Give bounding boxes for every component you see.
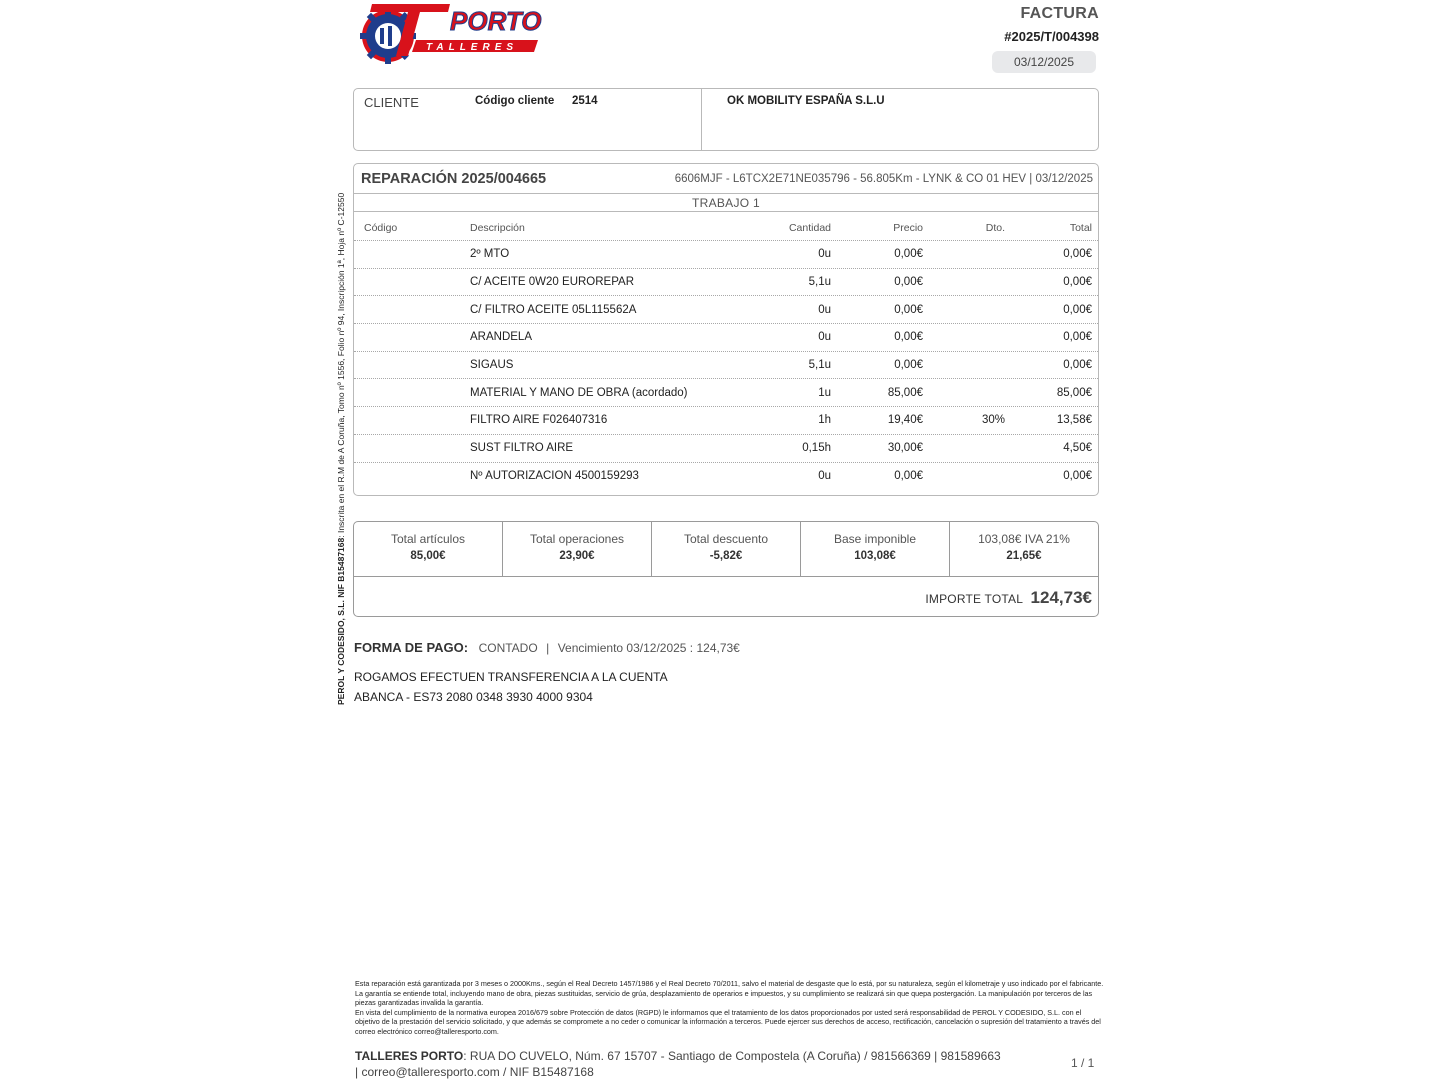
total-operations-value: 23,90€ bbox=[559, 550, 595, 562]
cell-quantity: 0u bbox=[818, 470, 831, 483]
grand-total bbox=[925, 588, 1092, 608]
cell-price: 30,00€ bbox=[887, 442, 923, 455]
table-row bbox=[354, 241, 1098, 269]
cell-price: 0,00€ bbox=[894, 470, 923, 483]
cell-quantity: 1h bbox=[818, 414, 831, 427]
cell-description: 2º MTO bbox=[470, 248, 510, 261]
table-row bbox=[354, 296, 1098, 324]
cell-total: 0,00€ bbox=[1063, 303, 1092, 316]
grand-total-label: IMPORTE TOTAL bbox=[925, 592, 1024, 606]
payment-line bbox=[354, 639, 740, 657]
invoice-date: 03/12/2025 bbox=[992, 51, 1096, 73]
total-operations bbox=[503, 522, 652, 576]
vat-value: 21,65€ bbox=[1006, 550, 1042, 562]
taxable-base-value: 103,08€ bbox=[854, 550, 896, 562]
grand-total-value: 124,73€ bbox=[1030, 588, 1092, 607]
cell-description: SIGAUS bbox=[470, 359, 514, 372]
cell-quantity: 0,15h bbox=[802, 442, 831, 455]
company-logo bbox=[358, 0, 543, 66]
cell-description: C/ FILTRO ACEITE 05L115562A bbox=[470, 303, 637, 316]
table-row bbox=[354, 379, 1098, 407]
total-articles-value: 85,00€ bbox=[410, 550, 446, 562]
table-row bbox=[354, 269, 1098, 297]
total-articles bbox=[354, 522, 503, 576]
cell-total: 0,00€ bbox=[1063, 331, 1092, 344]
payment-label: FORMA DE PAGO: bbox=[354, 640, 469, 655]
column-header-code: Código bbox=[364, 222, 398, 234]
privacy-text: En vista del cumplimiento de la normativa europea 2016/679 sobre Protección de datos (RGPD) le informamos que el tratamiento de los datos proporcionados por usted será responsabilidad de PEROL Y CODESIDO, S.L. con el objetivo de la prestación del servicio solicitado, y que además se compromete a no ceder o comunicar la información a terceros. Puede ejercer sus derechos de acceso, rectificación, cancelación o supresión del tratamiento a través del correo electrónico correo@talleresporto.com. bbox=[355, 1007, 1101, 1036]
vehicle-info: 6606MJF - L6TCX2E71NE035796 - 56.805Km - LYNK & CO 01 HEV | 03/12/2025 bbox=[674, 173, 1093, 185]
vat-amount bbox=[950, 522, 1098, 576]
table-row bbox=[354, 463, 1098, 491]
transfer-instruction: ROGAMOS EFECTUEN TRANSFERENCIA A LA CUENTA bbox=[354, 670, 668, 684]
footer-address: : RUA DO CUVELO, Núm. 67 15707 - Santiago de Compostela (A Coruña) / 981566369 | 981589663 bbox=[463, 1049, 1001, 1063]
table-row bbox=[354, 324, 1098, 352]
column-header-discount: Dto. bbox=[985, 222, 1005, 234]
table-row bbox=[354, 352, 1098, 380]
page-number: 1 / 1 bbox=[1071, 1056, 1095, 1070]
cell-description: FILTRO AIRE F026407316 bbox=[470, 414, 608, 427]
document-type: FACTURA bbox=[1020, 5, 1099, 22]
cell-price: 85,00€ bbox=[887, 386, 923, 399]
cell-total: 0,00€ bbox=[1063, 248, 1092, 261]
client-name: OK MOBILITY ESPAÑA S.L.U bbox=[727, 95, 885, 107]
cell-description: MATERIAL Y MANO DE OBRA (acordado) bbox=[470, 386, 688, 399]
cell-total: 4,50€ bbox=[1063, 442, 1092, 455]
total-articles-label: Total artículos bbox=[390, 532, 466, 546]
cell-total: 13,58€ bbox=[1056, 414, 1092, 427]
column-header-quantity: Cantidad bbox=[788, 222, 831, 234]
cell-description: ARANDELA bbox=[470, 331, 532, 344]
items-table bbox=[354, 216, 1098, 490]
payment-method: CONTADO bbox=[478, 641, 538, 655]
footer-contact: | correo@talleresporto.com / NIF B15487168 bbox=[355, 1065, 594, 1079]
cell-total: 0,00€ bbox=[1063, 359, 1092, 372]
column-header-total: Total bbox=[1069, 222, 1092, 234]
warranty-text: Esta reparación está garantizada por 3 meses o 2000Kms., según el Real Decreto 1457/1986 y el Real Decreto 70/2011, salvo el material de desgaste que lo está, por su naturaleza, según el kilometraje y uso indicado por el fabricante. La garantía se entiende total, incluyendo mano de obra, piezas sustituidas, servicio de grúa, desplazamiento de operarios e impuestos, y su cumplimiento se realizará sin que quepa postergación. La manipulación por terceros de las piezas garantizadas invalida la garantía. bbox=[355, 979, 1104, 1008]
logo-word: PORTO bbox=[450, 6, 542, 36]
total-discount bbox=[652, 522, 801, 576]
total-discount-value: -5,82€ bbox=[709, 550, 743, 562]
table-row bbox=[354, 435, 1098, 463]
table-row bbox=[354, 407, 1098, 435]
cell-price: 0,00€ bbox=[894, 331, 923, 344]
cell-price: 19,40€ bbox=[887, 414, 923, 427]
cell-price: 0,00€ bbox=[894, 248, 923, 261]
totals-box bbox=[353, 521, 1099, 617]
taxable-base-label: Base imponible bbox=[833, 532, 917, 546]
cell-total: 0,00€ bbox=[1063, 276, 1092, 289]
totals-summary bbox=[354, 522, 1098, 577]
taxable-base bbox=[801, 522, 950, 576]
bank-account: ABANCA - ES73 2080 0348 3930 4000 9304 bbox=[354, 690, 593, 704]
company-legal-name: PEROL Y CODESIDO, S.L. NIF B15487168 bbox=[336, 537, 346, 705]
cell-price: 0,00€ bbox=[894, 359, 923, 372]
payment-separator: | bbox=[546, 641, 550, 655]
vat-label: 103,08€ IVA 21% bbox=[978, 532, 1070, 546]
cell-quantity: 5,1u bbox=[808, 359, 831, 372]
cell-total: 0,00€ bbox=[1063, 470, 1092, 483]
table-header bbox=[354, 216, 1098, 241]
client-divider bbox=[701, 89, 702, 150]
invoice-number: #2025/T/004398 bbox=[1004, 29, 1099, 44]
footer-company: TALLERES PORTO bbox=[355, 1049, 464, 1063]
cell-price: 0,00€ bbox=[894, 276, 923, 289]
total-operations-label: Total operaciones bbox=[529, 532, 625, 546]
repair-title: REPARACIÓN 2025/004665 bbox=[361, 171, 547, 187]
cell-description: SUST FILTRO AIRE bbox=[470, 442, 574, 455]
company-registry-note bbox=[336, 193, 346, 705]
repair-box bbox=[353, 163, 1099, 496]
cell-description: Nº AUTORIZACION 4500159293 bbox=[470, 470, 639, 483]
registry-details: : Inscrita en el R.M de A Coruña, Tomo nº 1556, Folio nº 94, Inscripción 1ª, Hoja nº C-12550 bbox=[336, 192, 346, 538]
cell-quantity: 1u bbox=[818, 386, 831, 399]
cell-discount: 30% bbox=[981, 414, 1005, 427]
cell-quantity: 0u bbox=[818, 303, 831, 316]
client-code-label: Código cliente bbox=[475, 95, 555, 107]
client-box bbox=[353, 88, 1099, 151]
cell-total: 85,00€ bbox=[1056, 386, 1092, 399]
work-title: TRABAJO 1 bbox=[354, 193, 1098, 212]
cell-quantity: 0u bbox=[818, 248, 831, 261]
legal-notice bbox=[355, 979, 1105, 1037]
column-header-price: Precio bbox=[893, 222, 923, 234]
client-code-value: 2514 bbox=[572, 95, 598, 107]
cell-quantity: 0u bbox=[818, 331, 831, 344]
cell-quantity: 5,1u bbox=[808, 276, 831, 289]
cell-price: 0,00€ bbox=[894, 303, 923, 316]
cell-description: C/ ACEITE 0W20 EUROREPAR bbox=[470, 276, 635, 289]
client-section-label: CLIENTE bbox=[364, 95, 419, 110]
footer bbox=[355, 1048, 1005, 1080]
payment-due: Vencimiento 03/12/2025 : 124,73€ bbox=[557, 641, 740, 655]
logo-subword: TALLERES bbox=[426, 42, 519, 53]
total-discount-label: Total descuento bbox=[683, 532, 769, 546]
column-header-description: Descripción bbox=[470, 222, 525, 234]
